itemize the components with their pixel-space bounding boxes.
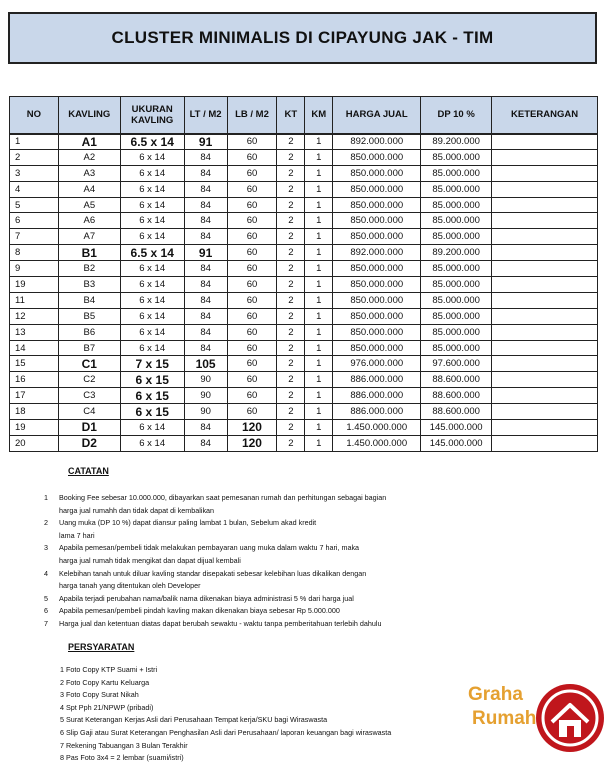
cell-ukuran: 6 x 14 <box>120 324 184 340</box>
persyaratan-item: 3 Foto Copy Surat Nikah <box>60 690 139 700</box>
cell-no: 8 <box>10 245 59 261</box>
cell-ket <box>492 213 598 229</box>
cell-harga: 850.000.000 <box>333 261 421 277</box>
cell-kavling: A7 <box>58 229 120 245</box>
cell-no: 11 <box>10 292 59 308</box>
cell-ukuran: 6 x 14 <box>120 435 184 451</box>
header-no: NO <box>10 97 59 134</box>
catatan-list <box>44 492 424 631</box>
cell-lt: 84 <box>184 229 227 245</box>
catatan-text: harga tanah yang ditentukan oleh Developer <box>59 581 201 591</box>
cell-km: 1 <box>305 435 333 451</box>
header-kt: KT <box>277 97 305 134</box>
cell-dp: 85.000.000 <box>421 292 492 308</box>
cell-ket <box>492 388 598 404</box>
cell-dp: 88.600.000 <box>421 372 492 388</box>
cell-kavling: A6 <box>58 213 120 229</box>
cell-kavling: B2 <box>58 261 120 277</box>
cell-kt: 2 <box>277 277 305 293</box>
table-row <box>10 245 598 261</box>
cell-no: 9 <box>10 261 59 277</box>
table-row <box>10 213 598 229</box>
cell-ket <box>492 181 598 197</box>
cell-dp: 85.000.000 <box>421 197 492 213</box>
cell-no: 14 <box>10 340 59 356</box>
table-row <box>10 197 598 213</box>
cell-dp: 88.600.000 <box>421 404 492 420</box>
persyaratan-item: 7 Rekening Tabuangan 3 Bulan Terakhir <box>60 740 188 750</box>
cell-dp: 85.000.000 <box>421 324 492 340</box>
cell-lb: 60 <box>227 388 277 404</box>
cell-ket <box>492 277 598 293</box>
persyaratan-heading: PERSYARATAN <box>68 642 135 652</box>
cell-dp: 85.000.000 <box>421 229 492 245</box>
cell-dp: 88.600.000 <box>421 388 492 404</box>
cell-no: 2 <box>10 149 59 165</box>
cell-harga: 886.000.000 <box>333 404 421 420</box>
catatan-text: harga jual rumahh dan tidak dapat di kembalikan <box>59 505 215 515</box>
cell-no: 18 <box>10 404 59 420</box>
cell-lt: 84 <box>184 340 227 356</box>
table-row <box>10 404 598 420</box>
cell-ket <box>492 324 598 340</box>
cell-harga: 850.000.000 <box>333 165 421 181</box>
table-row <box>10 261 598 277</box>
cell-kavling: B5 <box>58 308 120 324</box>
cell-km: 1 <box>305 245 333 261</box>
cell-kt: 2 <box>277 213 305 229</box>
cell-lt: 84 <box>184 277 227 293</box>
cell-lb: 120 <box>227 420 277 436</box>
cell-dp: 85.000.000 <box>421 149 492 165</box>
cell-lb: 120 <box>227 435 277 451</box>
cell-kt: 2 <box>277 197 305 213</box>
catatan-item <box>44 605 424 618</box>
cell-kavling: B3 <box>58 277 120 293</box>
header-row <box>10 97 598 134</box>
house-badge-icon <box>530 678 610 758</box>
catatan-item <box>44 492 424 505</box>
cell-lb: 60 <box>227 213 277 229</box>
cell-lb: 60 <box>227 292 277 308</box>
cell-kt: 2 <box>277 435 305 451</box>
cell-ukuran: 6 x 15 <box>120 404 184 420</box>
table-row <box>10 435 598 451</box>
cell-lt: 91 <box>184 245 227 261</box>
cell-km: 1 <box>305 181 333 197</box>
cell-lb: 60 <box>227 181 277 197</box>
catatan-heading: CATATAN <box>68 466 109 476</box>
cell-kavling: B4 <box>58 292 120 308</box>
cell-kt: 2 <box>277 134 305 150</box>
catatan-item <box>44 580 424 593</box>
cell-lt: 84 <box>184 292 227 308</box>
cell-dp: 145.000.000 <box>421 420 492 436</box>
catatan-number: 3 <box>44 543 48 553</box>
cell-lb: 60 <box>227 356 277 372</box>
catatan-number: 6 <box>44 606 48 616</box>
cell-ket <box>492 229 598 245</box>
table-body <box>10 134 598 452</box>
cell-lt: 84 <box>184 181 227 197</box>
table-row <box>10 181 598 197</box>
catatan-item <box>44 505 424 518</box>
cell-kavling: B7 <box>58 340 120 356</box>
cell-km: 1 <box>305 308 333 324</box>
cell-ukuran: 6 x 14 <box>120 181 184 197</box>
cell-harga: 850.000.000 <box>333 324 421 340</box>
header-harga-jual: HARGA JUAL <box>333 97 421 134</box>
cell-dp: 85.000.000 <box>421 165 492 181</box>
catatan-number <box>44 530 59 543</box>
cell-harga: 892.000.000 <box>333 245 421 261</box>
cell-lt: 84 <box>184 435 227 451</box>
cell-no: 5 <box>10 197 59 213</box>
cell-ket <box>492 149 598 165</box>
persyaratan-item: 4 Spt Pph 21/NPWP (pribadi) <box>60 702 154 712</box>
cell-harga: 976.000.000 <box>333 356 421 372</box>
catatan-text: Booking Fee sebesar 10.000.000, dibayarkan saat pemesanan rumah dan perhitungan sebagai bagian <box>59 493 387 502</box>
cell-ukuran: 7 x 15 <box>120 356 184 372</box>
cell-lb: 60 <box>227 372 277 388</box>
cell-no: 7 <box>10 229 59 245</box>
cell-harga: 850.000.000 <box>333 149 421 165</box>
cell-ukuran: 6 x 15 <box>120 388 184 404</box>
cell-ket <box>492 356 598 372</box>
header-ukuran-kavling: UKURAN KAVLING <box>120 97 184 134</box>
catatan-number: 5 <box>44 593 48 603</box>
cell-harga: 886.000.000 <box>333 372 421 388</box>
cell-ukuran: 6 x 14 <box>120 420 184 436</box>
cell-kt: 2 <box>277 324 305 340</box>
cell-kt: 2 <box>277 261 305 277</box>
cell-ket <box>492 245 598 261</box>
cell-kt: 2 <box>277 165 305 181</box>
cell-kt: 2 <box>277 292 305 308</box>
cell-ukuran: 6 x 15 <box>120 372 184 388</box>
header-kavling: KAVLING <box>58 97 120 134</box>
catatan-text: Harga jual dan ketentuan diatas dapat berubah sewaktu - waktu tanpa pemberitahuan terlebih dahulu <box>59 618 382 628</box>
cell-lb: 60 <box>227 134 277 150</box>
cell-lt: 84 <box>184 197 227 213</box>
cell-kt: 2 <box>277 245 305 261</box>
cell-no: 19 <box>10 277 59 293</box>
cell-dp: 85.000.000 <box>421 181 492 197</box>
cell-kt: 2 <box>277 404 305 420</box>
cell-no: 12 <box>10 308 59 324</box>
cell-km: 1 <box>305 149 333 165</box>
header-keterangan: KETERANGAN <box>492 97 598 134</box>
cell-dp: 97.600.000 <box>421 356 492 372</box>
catatan-item <box>44 568 424 581</box>
table-row <box>10 292 598 308</box>
cell-km: 1 <box>305 340 333 356</box>
catatan-text: Apabila pemesan/pembeli pindah kavling makan dikenakan biaya sebesar Rp 5.000.000 <box>59 606 340 616</box>
catatan-item <box>44 555 424 568</box>
cell-lb: 60 <box>227 404 277 420</box>
table-row <box>10 308 598 324</box>
cell-no: 1 <box>10 134 59 150</box>
cell-ukuran: 6 x 14 <box>120 340 184 356</box>
cell-kt: 2 <box>277 229 305 245</box>
cell-km: 1 <box>305 420 333 436</box>
catatan-text: Apabila pemesan/pembeli tidak melakukan pembayaran uang muka dalam waktu 7 hari, maka <box>59 543 360 553</box>
cell-harga: 1.450.000.000 <box>333 420 421 436</box>
header-lt: LT / M2 <box>184 97 227 134</box>
table-header <box>10 97 598 134</box>
cell-harga: 850.000.000 <box>333 197 421 213</box>
table-row <box>10 388 598 404</box>
cell-kavling: A2 <box>58 149 120 165</box>
table-row <box>10 420 598 436</box>
cell-lt: 84 <box>184 420 227 436</box>
cell-kt: 2 <box>277 420 305 436</box>
header-km: KM <box>305 97 333 134</box>
cell-km: 1 <box>305 356 333 372</box>
persyaratan-item: 2 Foto Copy Kartu Keluarga <box>60 677 150 687</box>
logo-text-graha: Graha <box>468 684 523 705</box>
persyaratan-item: 1 Foto Copy KTP Suami + Istri <box>60 665 158 674</box>
catatan-number: 7 <box>44 618 48 628</box>
cell-km: 1 <box>305 324 333 340</box>
table-row <box>10 149 598 165</box>
catatan-item <box>44 517 424 530</box>
cell-ukuran: 6 x 14 <box>120 213 184 229</box>
table-row <box>10 372 598 388</box>
cell-ket <box>492 404 598 420</box>
cell-lb: 60 <box>227 197 277 213</box>
table-row <box>10 134 598 150</box>
cell-kavling: A4 <box>58 181 120 197</box>
cell-harga: 1.450.000.000 <box>333 435 421 451</box>
price-table <box>9 96 598 452</box>
cell-kt: 2 <box>277 340 305 356</box>
persyaratan-item: 6 Slip Gaji atau Surat Keterangan Penghasilan Asli dari Perusahaan/ laporan keuangan bagi wiraswasta <box>60 727 392 737</box>
cell-kavling: B6 <box>58 324 120 340</box>
cell-harga: 850.000.000 <box>333 308 421 324</box>
table-row <box>10 356 598 372</box>
cell-dp: 89.200.000 <box>421 245 492 261</box>
cell-ket <box>492 134 598 150</box>
cell-km: 1 <box>305 292 333 308</box>
cell-dp: 85.000.000 <box>421 213 492 229</box>
persyaratan-item: 5 Surat Keterangan Kerjas Asli dari Perusahaan Tempat kerja/SKU bagi Wiraswasta <box>60 715 328 725</box>
cell-ket <box>492 292 598 308</box>
cell-lt: 84 <box>184 261 227 277</box>
cell-lt: 84 <box>184 308 227 324</box>
cell-no: 16 <box>10 372 59 388</box>
catatan-number <box>44 555 59 568</box>
catatan-text: harga jual rumah tidak mengikat dan dapat dijual kembali <box>59 555 241 565</box>
cell-lt: 90 <box>184 404 227 420</box>
cell-lb: 60 <box>227 165 277 181</box>
graha-rumah-logo <box>466 678 612 768</box>
cell-kt: 2 <box>277 308 305 324</box>
catatan-number <box>44 580 59 593</box>
cell-no: 4 <box>10 181 59 197</box>
table-row <box>10 324 598 340</box>
table-row <box>10 229 598 245</box>
cell-kt: 2 <box>277 388 305 404</box>
cell-lb: 60 <box>227 308 277 324</box>
table-row <box>10 165 598 181</box>
cell-lb: 60 <box>227 277 277 293</box>
persyaratan-item: 8 Pas Foto 3x4 = 2 lembar (suami/istri) <box>60 753 184 763</box>
cell-ket <box>492 308 598 324</box>
cell-dp: 145.000.000 <box>421 435 492 451</box>
cell-km: 1 <box>305 372 333 388</box>
cell-dp: 85.000.000 <box>421 340 492 356</box>
cell-km: 1 <box>305 388 333 404</box>
catatan-text: Kelebihan tanah untuk diluar kavling standar disepakati sebesar kelebihan luas dikalikan dengan <box>59 568 367 578</box>
catatan-number: 4 <box>44 568 48 578</box>
catatan-text: Apabila terjadi perubahan nama/balik nama dikenakan biaya administrasi 5 % dari harga jual <box>59 593 354 603</box>
cell-kavling: D2 <box>58 435 120 451</box>
cell-lb: 60 <box>227 340 277 356</box>
cell-kavling: C3 <box>58 388 120 404</box>
cell-kt: 2 <box>277 181 305 197</box>
cell-harga: 850.000.000 <box>333 292 421 308</box>
cell-lb: 60 <box>227 149 277 165</box>
cell-ukuran: 6 x 14 <box>120 261 184 277</box>
cell-ket <box>492 420 598 436</box>
cell-kavling: A3 <box>58 165 120 181</box>
cell-no: 3 <box>10 165 59 181</box>
cell-ket <box>492 340 598 356</box>
catatan-text: lama 7 hari <box>59 530 95 540</box>
page-title: CLUSTER MINIMALIS DI CIPAYUNG JAK - TIM <box>111 28 494 47</box>
cell-lt: 84 <box>184 324 227 340</box>
cell-lt: 84 <box>184 149 227 165</box>
catatan-text: Uang muka (DP 10 %) dapat diansur paling lambat 1 bulan, Sebelum akad kredit <box>59 518 317 528</box>
cell-no: 20 <box>10 435 59 451</box>
header-dp: DP 10 % <box>421 97 492 134</box>
cell-no: 15 <box>10 356 59 372</box>
cell-kavling: C4 <box>58 404 120 420</box>
cell-ukuran: 6 x 14 <box>120 197 184 213</box>
cell-ket <box>492 372 598 388</box>
cell-harga: 850.000.000 <box>333 340 421 356</box>
cell-kavling: C2 <box>58 372 120 388</box>
cell-lt: 91 <box>184 134 227 150</box>
cell-km: 1 <box>305 277 333 293</box>
cell-dp: 85.000.000 <box>421 277 492 293</box>
cell-lb: 60 <box>227 324 277 340</box>
cell-kavling: D1 <box>58 420 120 436</box>
cell-kavling: A5 <box>58 197 120 213</box>
cell-km: 1 <box>305 134 333 150</box>
catatan-item <box>44 618 424 631</box>
cell-harga: 850.000.000 <box>333 277 421 293</box>
cell-no: 6 <box>10 213 59 229</box>
cell-km: 1 <box>305 165 333 181</box>
cell-ukuran: 6 x 14 <box>120 149 184 165</box>
title-banner <box>8 12 597 64</box>
cell-km: 1 <box>305 404 333 420</box>
cell-ket <box>492 435 598 451</box>
catatan-number: 2 <box>44 518 48 528</box>
cell-kt: 2 <box>277 356 305 372</box>
cell-ket <box>492 165 598 181</box>
cell-ukuran: 6 x 14 <box>120 229 184 245</box>
cell-km: 1 <box>305 197 333 213</box>
header-lb: LB / M2 <box>227 97 277 134</box>
catatan-item <box>44 530 424 543</box>
cell-lb: 60 <box>227 261 277 277</box>
cell-dp: 89.200.000 <box>421 134 492 150</box>
catatan-number: 1 <box>44 493 48 502</box>
cell-harga: 850.000.000 <box>333 181 421 197</box>
cell-lt: 84 <box>184 165 227 181</box>
cell-km: 1 <box>305 261 333 277</box>
logo-text-rumah: Rumah <box>472 708 537 729</box>
cell-ukuran: 6 x 14 <box>120 165 184 181</box>
persyaratan-list <box>60 664 391 765</box>
cell-ukuran: 6.5 x 14 <box>120 245 184 261</box>
cell-dp: 85.000.000 <box>421 308 492 324</box>
table-row <box>10 277 598 293</box>
catatan-item <box>44 593 424 606</box>
cell-harga: 892.000.000 <box>333 134 421 150</box>
cell-kavling: A1 <box>58 134 120 150</box>
cell-km: 1 <box>305 213 333 229</box>
cell-kt: 2 <box>277 372 305 388</box>
cell-kavling: C1 <box>58 356 120 372</box>
cell-ukuran: 6.5 x 14 <box>120 134 184 150</box>
cell-lb: 60 <box>227 229 277 245</box>
catatan-item <box>44 542 424 555</box>
cell-dp: 85.000.000 <box>421 261 492 277</box>
cell-no: 17 <box>10 388 59 404</box>
cell-no: 13 <box>10 324 59 340</box>
cell-ukuran: 6 x 14 <box>120 308 184 324</box>
cell-ket <box>492 197 598 213</box>
cell-harga: 886.000.000 <box>333 388 421 404</box>
cell-ukuran: 6 x 14 <box>120 292 184 308</box>
catatan-number <box>44 505 59 518</box>
cell-lt: 90 <box>184 372 227 388</box>
cell-km: 1 <box>305 229 333 245</box>
cell-kt: 2 <box>277 149 305 165</box>
cell-lt: 84 <box>184 213 227 229</box>
cell-lt: 105 <box>184 356 227 372</box>
table-row <box>10 340 598 356</box>
cell-no: 19 <box>10 420 59 436</box>
cell-ket <box>492 261 598 277</box>
cell-lt: 90 <box>184 388 227 404</box>
cell-lb: 60 <box>227 245 277 261</box>
cell-kavling: B1 <box>58 245 120 261</box>
cell-harga: 850.000.000 <box>333 213 421 229</box>
cell-harga: 850.000.000 <box>333 229 421 245</box>
cell-ukuran: 6 x 14 <box>120 277 184 293</box>
